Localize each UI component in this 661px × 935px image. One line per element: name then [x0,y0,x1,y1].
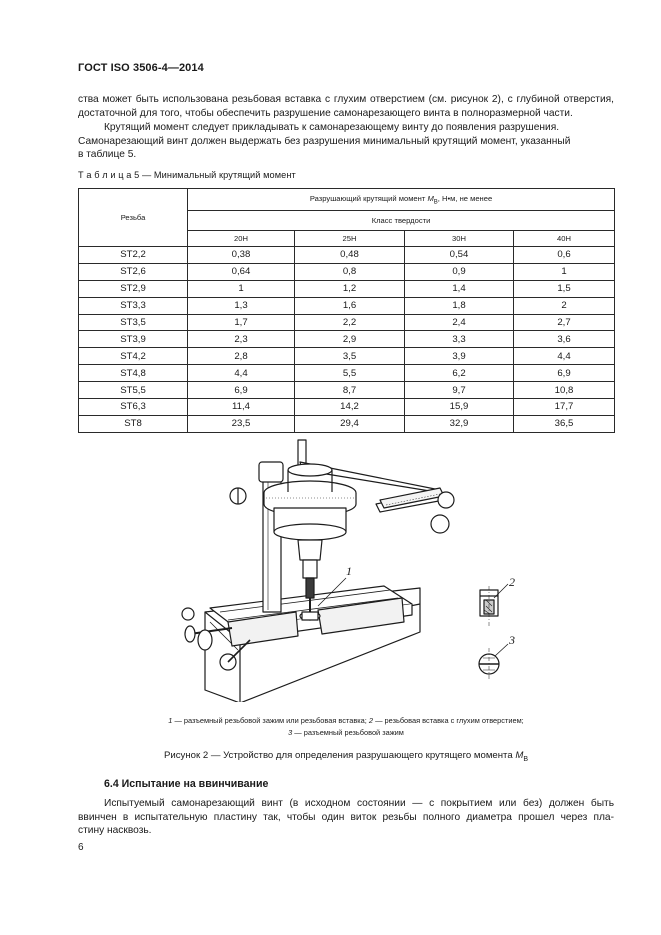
value-cell: 14,2 [295,399,405,416]
thread-cell: ST2,9 [79,280,188,297]
value-cell: 17,7 [514,399,615,416]
table-row [79,331,615,348]
value-cell: 8,7 [295,382,405,399]
column-header-hardness: Класс твердости [188,211,615,231]
page-number: 6 [78,842,84,853]
thread-cell: ST2,6 [79,263,188,280]
value-cell: 32,9 [405,415,514,432]
value-cell: 0,9 [405,263,514,280]
torque-header-text: Разрушающий крутящий момент [309,193,426,203]
table-row [79,280,615,297]
torque-symbol: M [427,193,434,203]
value-cell: 1,3 [188,297,295,314]
value-cell: 11,4 [188,399,295,416]
value-cell: 1,5 [514,280,615,297]
value-cell: 1 [514,263,615,280]
callout-1: 1 [346,564,352,578]
table-row [79,247,615,264]
value-cell: 3,5 [295,348,405,365]
table-row [79,348,615,365]
legend-number: 3 [288,728,293,737]
value-cell: 2 [514,297,615,314]
text-line: ввинчен в испытательную пластину так, чтобы один виток резьбы полного диаметра прошел через пла- [78,811,614,823]
value-cell: 1,6 [295,297,405,314]
text-line: Крутящий момент следует прикладывать к самонарезающему винту до появления разрушения. [104,122,560,133]
value-cell: 10,8 [514,382,615,399]
value-cell: 6,9 [188,382,295,399]
thread-cell: ST3,9 [79,331,188,348]
value-cell: 3,9 [405,348,514,365]
text-line: Самонарезающий винт должен выдержать без разрушения минимальный крутящий момент, указанный [78,135,571,147]
callout-2: 2 [509,575,515,589]
value-cell: 9,7 [405,382,514,399]
column-header-torque [188,189,615,211]
legend-text: — резьбовая вставка с глухим отверстием; [373,716,524,725]
table-row [79,382,615,399]
legend-text: — разъемный резьбовой зажим или резьбовая вставка; [172,716,369,725]
legend-text: — разъемный резьбовой зажим [292,728,404,737]
text-line: стину насквозь. [78,825,152,836]
value-cell: 2,7 [514,314,615,331]
torque-table [78,188,615,433]
column-header-class: 30H [405,231,514,247]
value-cell: 6,2 [405,365,514,382]
thread-cell: ST2,2 [79,247,188,264]
paragraph-continuation [78,93,614,120]
column-header-class: 40H [514,231,615,247]
paragraph-torque [78,121,614,162]
figure-caption-text: Рисунок 2 — Устройство для определения разрушающего крутящего момента [163,750,513,761]
value-cell: 6,9 [514,365,615,382]
text-line: в таблице 5. [78,149,137,160]
value-cell: 1 [188,280,295,297]
value-cell: 0,8 [295,263,405,280]
torque-test-device-figure [150,436,550,702]
value-cell: 3,6 [514,331,615,348]
value-cell: 0,48 [295,247,405,264]
value-cell: 29,4 [295,415,405,432]
column-header-thread: Резьба [79,189,188,247]
torque-subscript: B [433,199,438,206]
section-heading: 6.4 Испытание на ввинчивание [104,778,269,790]
figure-legend-line [78,727,614,738]
callout-3: 3 [509,633,515,647]
table-caption: Т а б л и ц а 5 — Минимальный крутящий момент [78,170,296,180]
value-cell: 2,3 [188,331,295,348]
figure-caption [78,750,614,763]
thread-cell: ST4,8 [79,365,188,382]
value-cell: 3,3 [405,331,514,348]
torque-unit: , Н•м, не менее [437,193,493,203]
thread-cell: ST8 [79,415,188,432]
thread-cell: ST5,5 [79,382,188,399]
column-header-class: 25H [295,231,405,247]
value-cell: 1,8 [405,297,514,314]
figure-caption-subscript: B [523,755,529,763]
value-cell: 1,7 [188,314,295,331]
value-cell: 4,4 [514,348,615,365]
value-cell: 36,5 [514,415,615,432]
column-header-class: 20H [188,231,295,247]
text-line: ства может быть использована резьбовая вставка с глухим отверстием (см. рисунок 2), с глубиной отверстия, [78,94,614,105]
value-cell: 0,54 [405,247,514,264]
table-row [79,263,615,280]
legend-number: 2 [368,716,374,725]
document-header: ГОСТ ISO 3506-4—2014 [78,62,204,74]
table-row [79,314,615,331]
table-row [79,399,615,416]
table-row [79,415,615,432]
value-cell: 2,8 [188,348,295,365]
value-cell: 23,5 [188,415,295,432]
value-cell: 0,38 [188,247,295,264]
value-cell: 2,9 [295,331,405,348]
thread-cell: ST3,5 [79,314,188,331]
value-cell: 0,64 [188,263,295,280]
thread-cell: ST6,3 [79,399,188,416]
value-cell: 2,4 [405,314,514,331]
table-row [79,297,615,314]
value-cell: 2,2 [295,314,405,331]
figure-legend-line [78,715,614,726]
value-cell: 1,2 [295,280,405,297]
value-cell: 1,4 [405,280,514,297]
table-row [79,365,615,382]
value-cell: 0,6 [514,247,615,264]
value-cell: 4,4 [188,365,295,382]
text-line: Испытуемый самонарезающий винт (в исходном состоянии — с покрытием или без) должен быть [104,798,614,809]
value-cell: 15,9 [405,399,514,416]
thread-cell: ST4,2 [79,348,188,365]
paragraph-screw-in-test [78,797,614,838]
text-line: достаточной для того, чтобы обеспечить разрушение самонарезающего винта в полноразмерной части. [78,107,573,119]
legend-number: 1 [168,716,173,725]
figure-caption-symbol: M [515,750,524,761]
value-cell: 5,5 [295,365,405,382]
thread-cell: ST3,3 [79,297,188,314]
